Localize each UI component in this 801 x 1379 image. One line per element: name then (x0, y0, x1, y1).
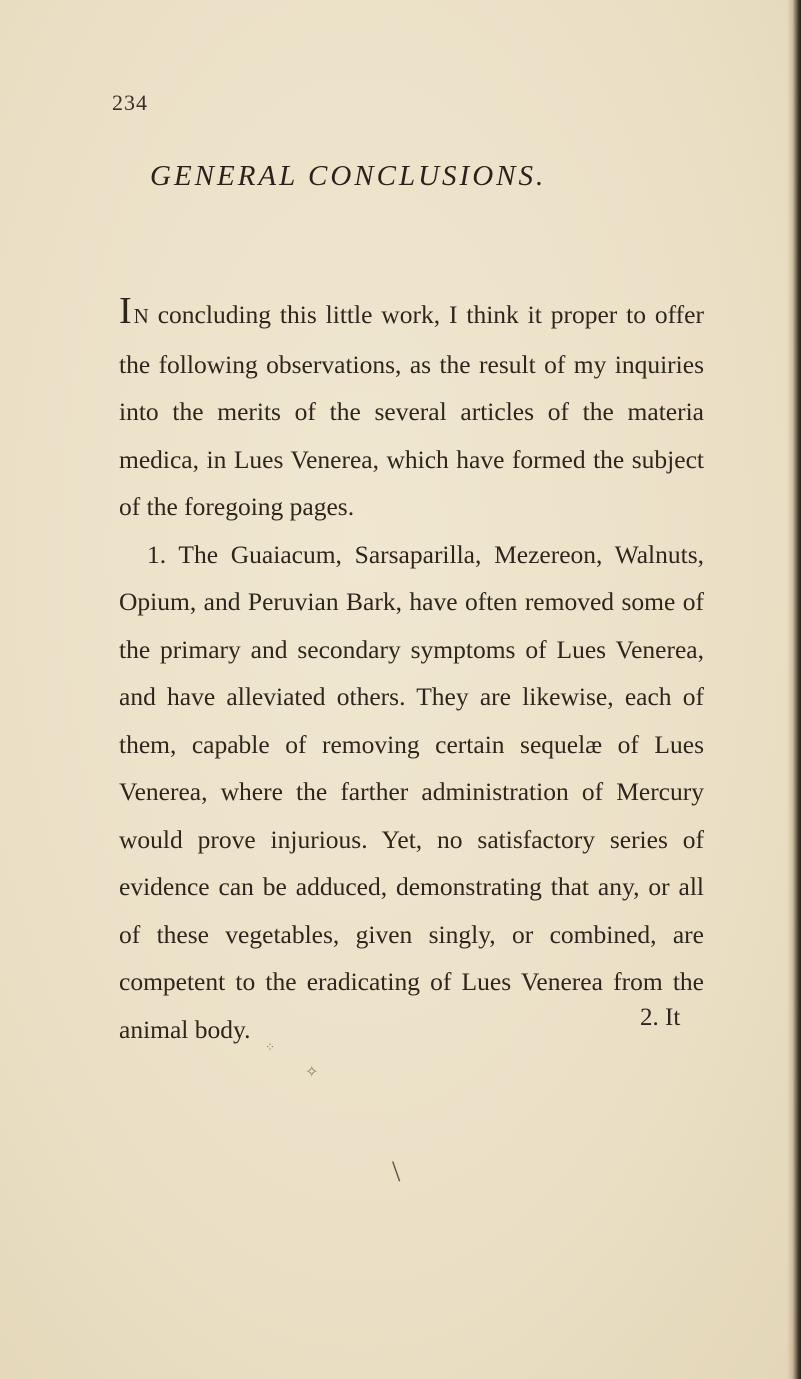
small-cap: N (133, 304, 149, 328)
page-number: 234 (112, 90, 148, 115)
ink-smudge-mark: ✧ (305, 1064, 319, 1081)
drop-cap: I (119, 290, 132, 332)
catchword: 2. It (640, 1004, 681, 1031)
intro-text: concluding this little work, I think it proper to offer the following observations, as the result of my inquiries into the merits of the several articles of the materia medica, in Lues Venerea, which have formed the subject of the foregoing pages. (119, 300, 704, 521)
intro-paragraph (119, 291, 704, 531)
numbered-paragraph-1: 1. The Guaiacum, Sarsaparilla, Mezereon, Walnuts, Opium, and Peruvian Bark, have often removed some of the primary and secondary symptoms of Lues Venerea, and have alleviated others. They are likewise, each of them, capable of removing certain sequelæ of Lues Venerea, where the farther administration of Mercury would prove injurious. Yet, no satisfactory series of evidence can be adduced, demonstrating that any, or all of these vegetables, given singly, or combined, are competent to the eradicating of Lues Venerea from the animal body. (119, 539, 704, 1044)
page-heading: GENERAL CONCLUSIONS. (150, 160, 547, 192)
page-edge-shadow (787, 0, 801, 1379)
body-text (119, 291, 704, 1053)
ink-stroke-mark: \ (392, 1155, 401, 1188)
ink-smudge-mark: ⁘ (265, 1040, 276, 1054)
